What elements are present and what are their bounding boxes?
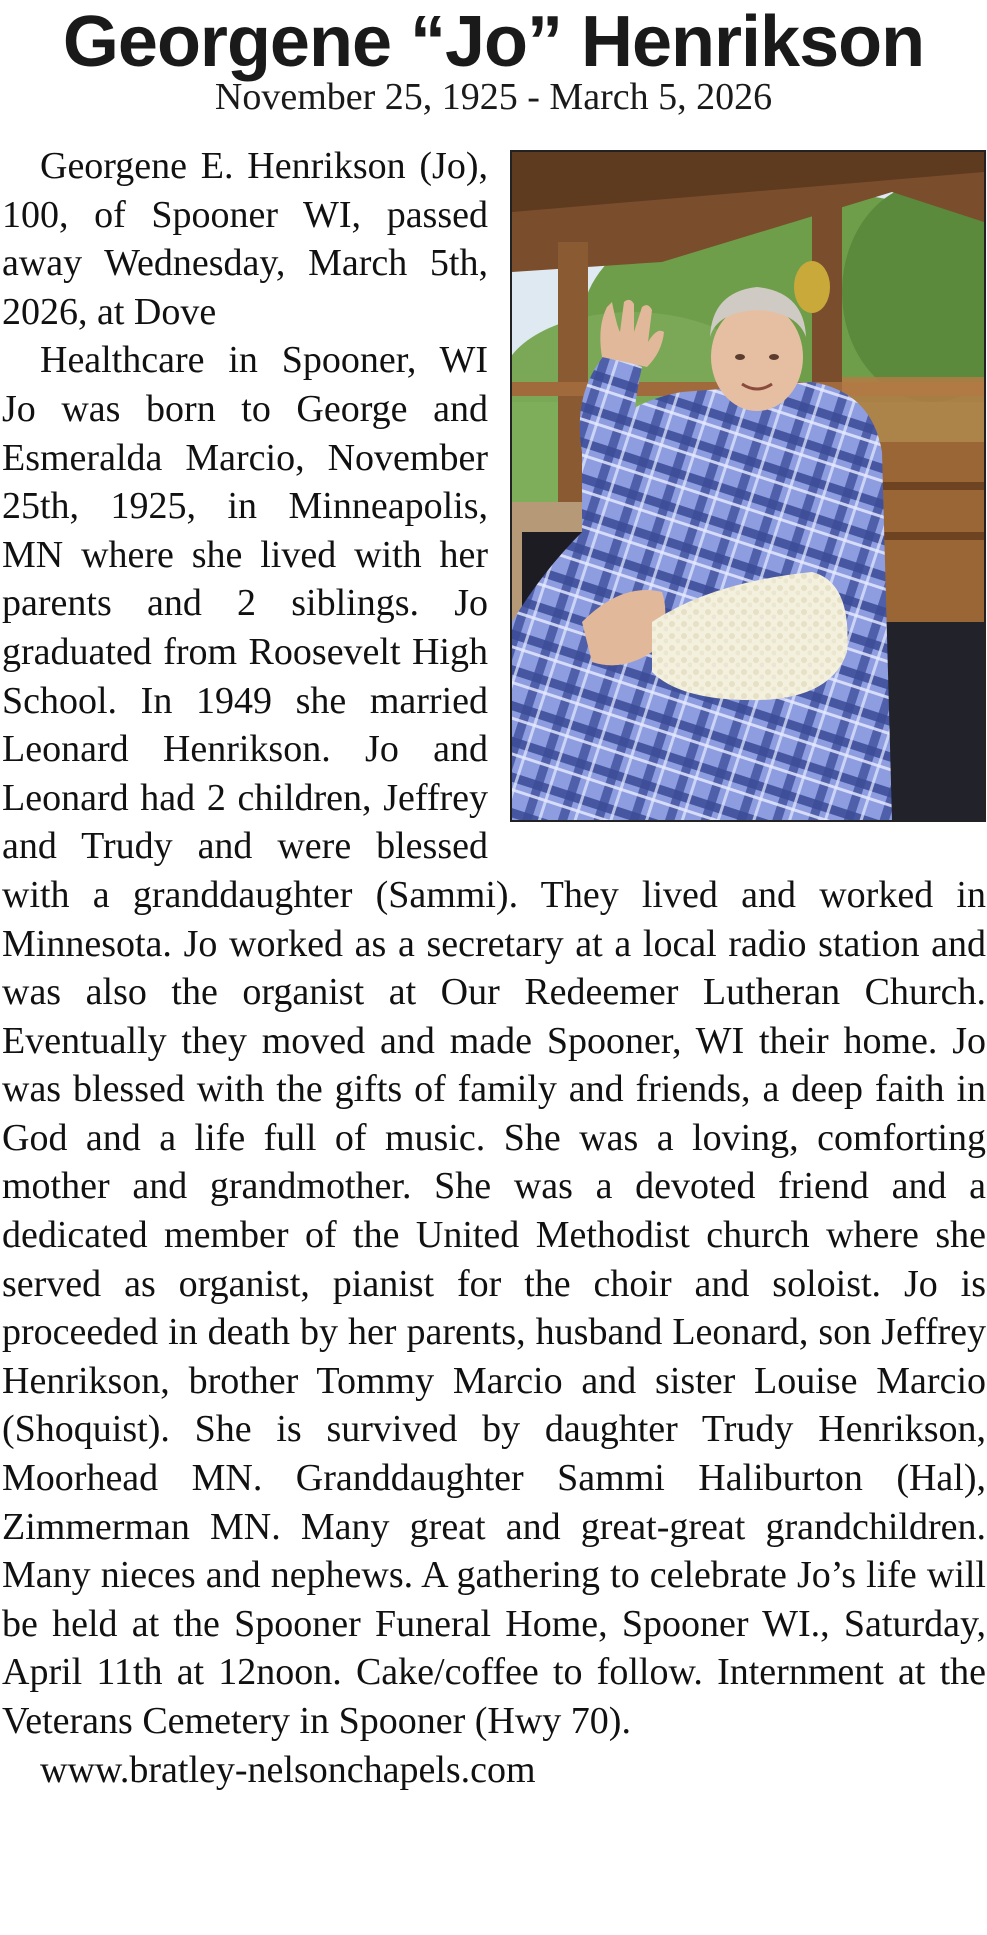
obituary-dates: November 25, 1925 - March 5, 2026 — [214, 76, 773, 118]
obituary-name: Georgene “Jo” Henrikson — [62, 2, 925, 82]
obituary-body — [2, 142, 986, 1794]
funeral-home-website-link[interactable]: www.bratley-nelsonchapels.com — [40, 1748, 536, 1791]
obituary-paragraph-1: Georgene E. Henrikson (Jo), 100, of Spooner WI, passed away Wednesday, March 5th, 2026, at Dove — [2, 145, 488, 333]
obituary-paragraph-2: Healthcare in Spooner, WI Jo was born to George and Esmeralda Marcio, November 25th, 1925, in Minneapolis, MN where she lived with her parents and 2 siblings. Jo graduated from Roosevelt High School. In 1949 she married Leonard Henrikson. Jo and Leonard had 2 children, Jeffrey and Trudy and were blessed with a granddaughter (Sammi). They lived and worked in Minnesota. Jo worked as a secretary at a local radio station and was also the organist at Our Redeemer Lutheran Church. Eventually they moved and made Spooner, WI their home. Jo was blessed with the gifts of family and friends, a deep faith in God and a life full of music. She was a loving, comforting mother and grandmother. She was a devoted friend and a dedicated member of the United Methodist church where she served as organist, pianist for the choir and soloist. Jo is proceeded in death by her parents, husband Leonard, son Jeffrey Henrikson, brother Tommy Marcio and sister Louise Marcio (Shoquist). She is survived by daughter Trudy Henrikson, Moorhead MN. Granddaughter Sammi Haliburton (Hal), Zimmerman MN. Many great and great-great grandchildren. Many nieces and nephews. A gathering to celebrate Jo’s life will be held at the Spooner Funeral Home, Spooner WI., Saturday, April 11th at 12noon. Cake/coffee to follow. Internment at the Veterans Cemetery in Spooner (Hwy 70). — [2, 339, 986, 1742]
portrait-photo — [510, 150, 986, 822]
